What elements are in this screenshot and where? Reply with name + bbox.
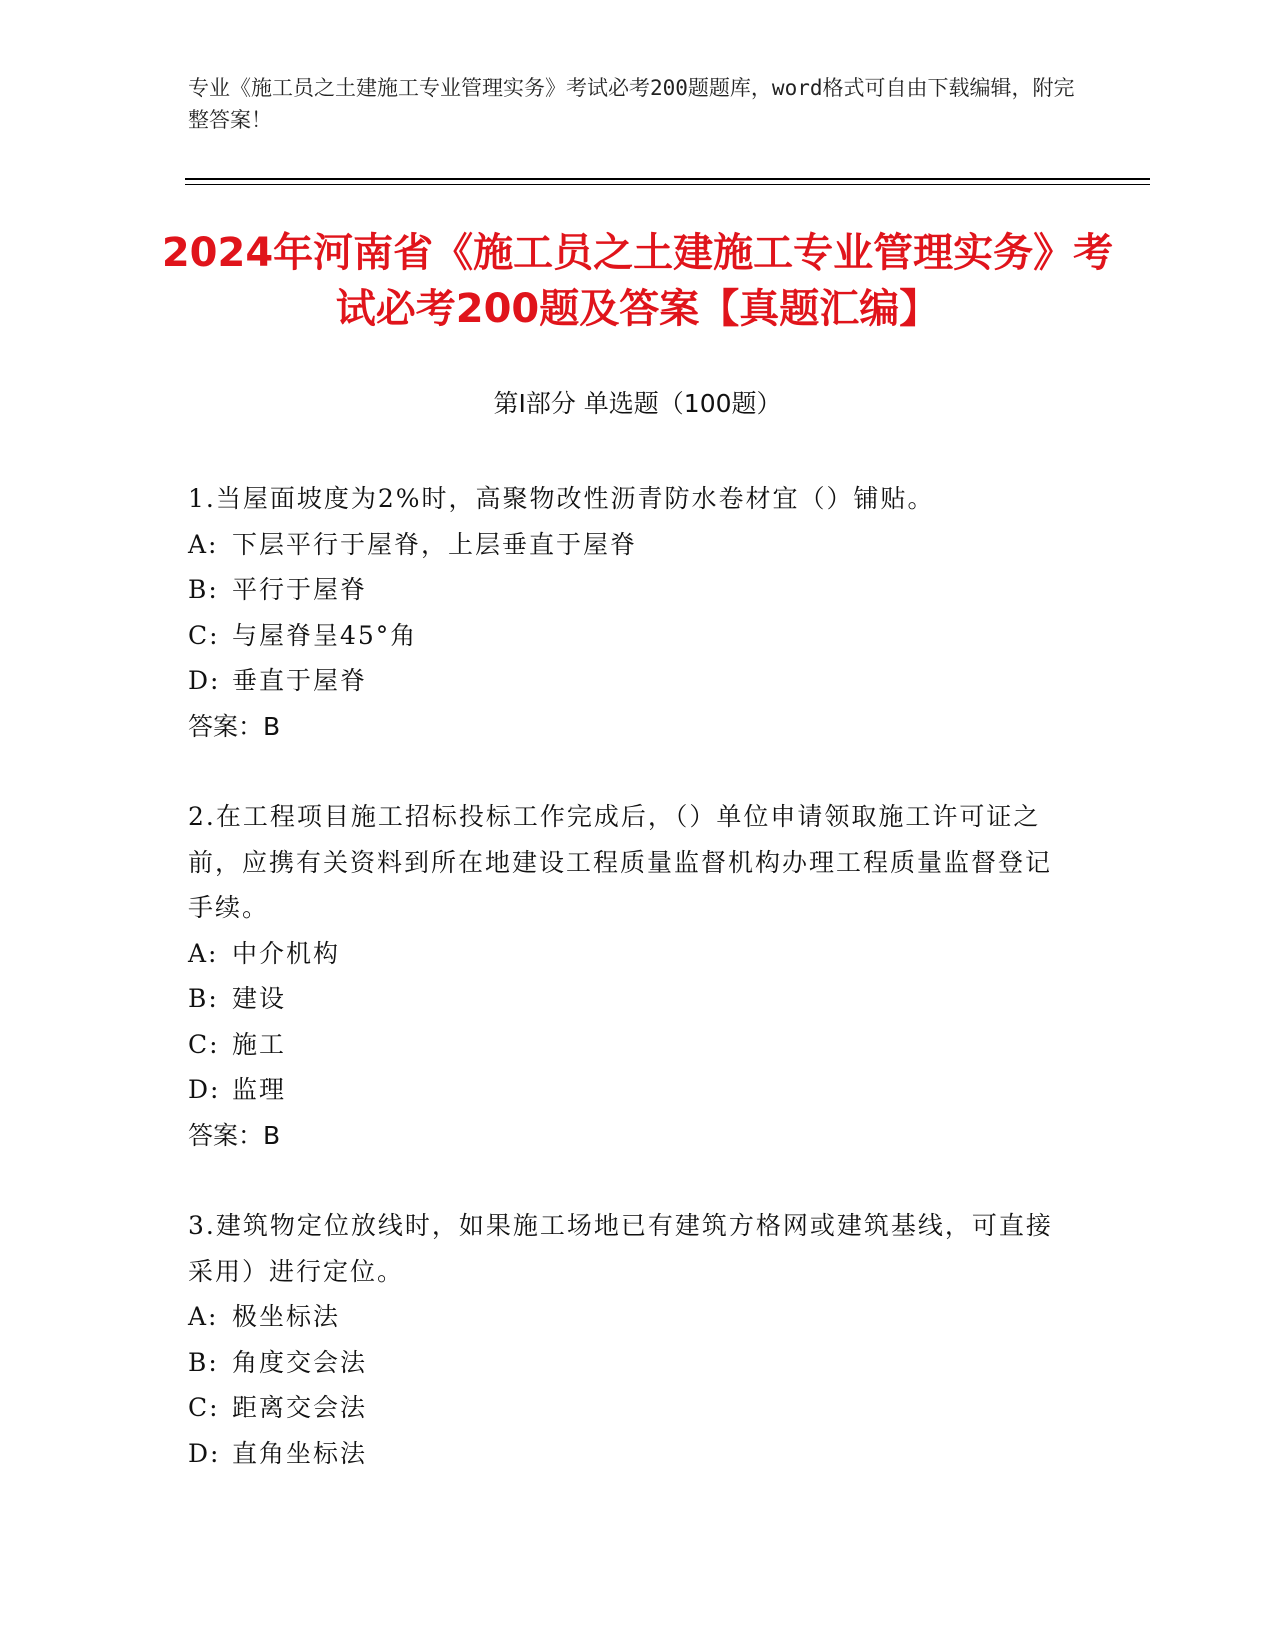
option-letter: D: — [188, 1438, 221, 1468]
option-letter: D: — [188, 1075, 221, 1104]
option-letter: D: — [188, 666, 221, 695]
option-letter: A: — [188, 529, 219, 559]
option-c — [188, 1385, 1068, 1431]
option-a — [188, 1294, 1068, 1340]
option-letter: C: — [188, 620, 220, 650]
option-letter: B: — [188, 575, 219, 604]
option-text: 直角坐标法 — [232, 1438, 368, 1468]
section-title: 第I部分 单选题（100题） — [493, 389, 782, 418]
option-d — [188, 1067, 1068, 1113]
option-text: 施工 — [232, 1029, 287, 1059]
option-b — [188, 1340, 1068, 1386]
question-list — [188, 476, 1068, 1521]
option-letter: A: — [188, 1302, 219, 1331]
option-c — [188, 1022, 1068, 1068]
option-text: 与屋脊呈45°角 — [232, 620, 418, 650]
option-letter: C: — [188, 1393, 220, 1422]
option-d — [188, 1431, 1068, 1477]
answer-line: 答案：B — [188, 711, 281, 741]
question-item — [188, 476, 1068, 749]
question-item — [188, 794, 1068, 1158]
option-text: 平行于屋脊 — [232, 575, 368, 604]
option-letter: C: — [188, 1029, 220, 1059]
option-text: 建设 — [232, 984, 287, 1013]
document-title: 2024年河南省《施工员之土建施工专业管理实务》考试必考200题及答案【真题汇编】 — [161, 230, 1114, 332]
header-rule-thick — [185, 178, 1150, 180]
option-text: 中介机构 — [232, 938, 341, 968]
option-a — [188, 931, 1068, 977]
option-text: 极坐标法 — [232, 1302, 341, 1331]
question-stem: 1.当屋面坡度为2%时，高聚物改性沥青防水卷材宜（）铺贴。 — [188, 484, 935, 513]
header-note: 专业《施工员之土建施工专业管理实务》考试必考200题题库，word格式可自由下载编辑，附完整答案！ — [188, 76, 1075, 132]
option-text: 角度交会法 — [232, 1347, 368, 1377]
option-text: 垂直于屋脊 — [232, 666, 368, 695]
option-text: 下层平行于屋脊，上层垂直于屋脊 — [232, 529, 638, 559]
question-stem: 3.建筑物定位放线时，如果施工场地已有建筑方格网或建筑基线，可直接采用）进行定位。 — [188, 1211, 1053, 1286]
option-a — [188, 522, 1068, 568]
answer-line: 答案：B — [188, 1120, 281, 1150]
option-text: 距离交会法 — [232, 1393, 368, 1422]
option-b — [188, 976, 1068, 1022]
option-text: 监理 — [232, 1075, 287, 1104]
option-letter: A: — [188, 938, 219, 968]
option-c — [188, 613, 1068, 659]
option-letter: B: — [188, 984, 219, 1013]
option-d — [188, 658, 1068, 704]
question-item — [188, 1203, 1068, 1476]
question-stem: 2.在工程项目施工招标投标工作完成后，（）单位申请领取施工许可证之前，应携有关资料到所在地建设工程质量监督机构办理工程质量监督登记手续。 — [188, 802, 1053, 922]
option-b — [188, 567, 1068, 613]
option-letter: B: — [188, 1347, 219, 1377]
header-rule-thin — [185, 184, 1150, 185]
